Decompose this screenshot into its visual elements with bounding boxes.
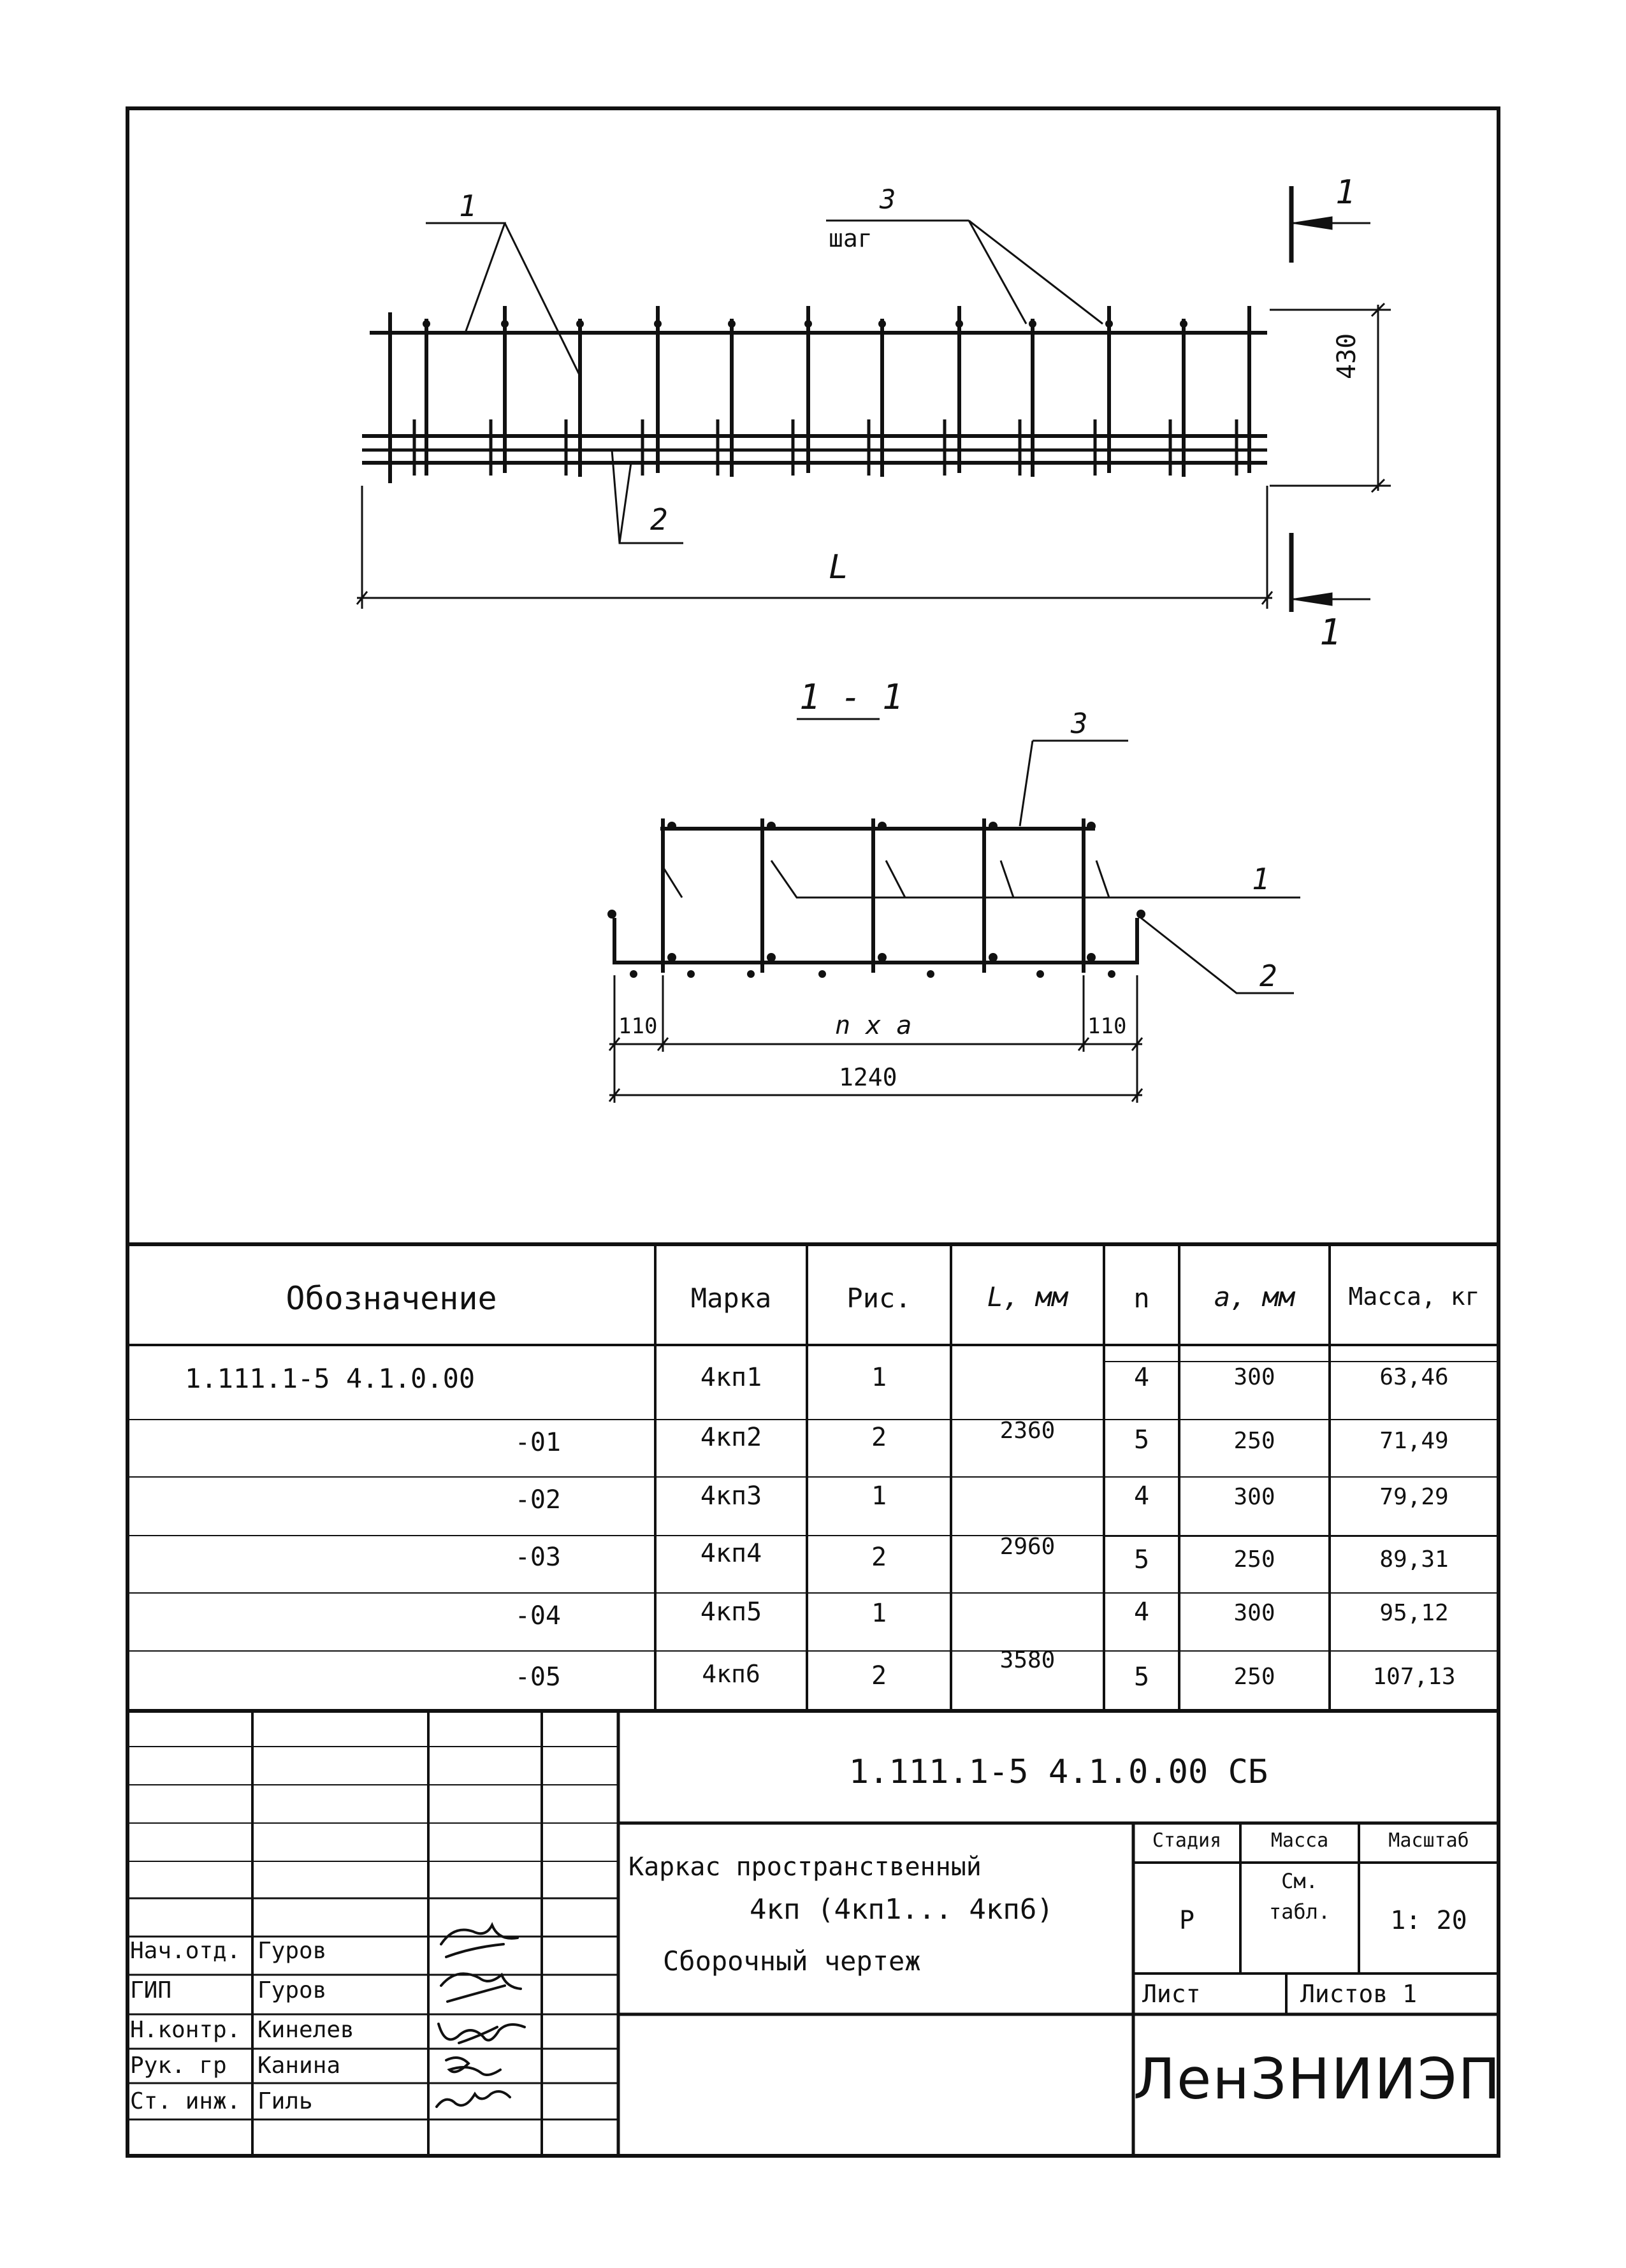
mass-label: Масса xyxy=(1270,1829,1329,1852)
signatures xyxy=(437,1925,525,2107)
row-n: 5 xyxy=(1133,1425,1150,1455)
row-mass: 63,46 xyxy=(1379,1364,1449,1390)
col-header-a: a, мм xyxy=(1214,1281,1295,1312)
drawing-name-line3: Сборочный чертеж xyxy=(663,1945,921,1977)
signature-name: Канина xyxy=(258,2053,341,2079)
drawing-name-line2: 4кп (4кп1... 4кп6) xyxy=(750,1893,1054,1926)
signature-role: Н.контр. xyxy=(130,2017,241,2043)
row-n: 4 xyxy=(1133,1597,1150,1627)
section-title: 1 - 1 xyxy=(799,677,903,717)
cut-mark-bottom: 1 xyxy=(1319,612,1341,653)
sheets-count: Листов 1 xyxy=(1300,1980,1418,2008)
row-n: 5 xyxy=(1133,1662,1150,1692)
plan-height-dim: 430 xyxy=(1332,333,1361,379)
signature-name: Кинелев xyxy=(258,2017,354,2043)
row-mark: 4кп6 xyxy=(702,1660,760,1688)
row-fig: 1 xyxy=(871,1363,887,1392)
section-callout-1: 1 xyxy=(1252,862,1270,896)
signature-role: ГИП xyxy=(130,1977,172,2003)
signature-name: Гуров xyxy=(258,1938,327,1964)
sheet-label: Лист xyxy=(1142,1980,1201,2008)
length-cell: 3580 xyxy=(999,1647,1056,1673)
row-mass: 79,29 xyxy=(1379,1484,1449,1510)
row-mark: 4кп1 xyxy=(700,1363,762,1392)
col-header-mass: Масса, кг xyxy=(1348,1283,1480,1311)
signature-role: Нач.отд. xyxy=(130,1938,241,1964)
document-code: 1.111.1-5 4.1.0.00 СБ xyxy=(848,1753,1268,1791)
col-header-mark: Марка xyxy=(690,1283,772,1314)
row-mark: 4кп2 xyxy=(700,1423,762,1452)
signature-role: Рук. гр xyxy=(130,2053,227,2079)
scale-value: 1: 20 xyxy=(1390,1906,1467,1935)
plan-pitch-label: шаг xyxy=(829,224,873,252)
row-n: 5 xyxy=(1133,1545,1150,1574)
row-fig: 1 xyxy=(871,1481,887,1511)
section-dim-mid: n x a xyxy=(835,1011,912,1040)
section-dim-left: 110 xyxy=(618,1014,658,1039)
row-mass: 71,49 xyxy=(1379,1428,1449,1454)
row-designation: -04 xyxy=(514,1601,561,1631)
row-designation: -01 xyxy=(514,1428,561,1457)
row-designation: -03 xyxy=(514,1543,561,1572)
signature-name: Гиль xyxy=(258,2088,313,2114)
length-cell: 2360 xyxy=(999,1418,1056,1444)
section-dim-right: 110 xyxy=(1087,1014,1127,1039)
stage-value: Р xyxy=(1179,1906,1195,1935)
mass-value-line2: табл. xyxy=(1268,1900,1331,1924)
row-a: 250 xyxy=(1233,1546,1275,1573)
row-mass: 89,31 xyxy=(1379,1546,1449,1573)
plan-length-label: L xyxy=(829,548,849,586)
row-n: 4 xyxy=(1133,1363,1150,1392)
row-a: 300 xyxy=(1233,1484,1275,1510)
row-designation: -05 xyxy=(514,1662,561,1692)
row-mark: 4кп3 xyxy=(700,1481,762,1511)
row-fig: 2 xyxy=(871,1423,887,1452)
section-dim-total: 1240 xyxy=(839,1063,897,1091)
plan-view xyxy=(357,186,1391,612)
row-a: 250 xyxy=(1233,1428,1275,1454)
length-cell: 2960 xyxy=(999,1534,1056,1560)
row-fig: 1 xyxy=(871,1599,887,1628)
row-mark: 4кп5 xyxy=(700,1597,762,1627)
cut-mark-top: 1 xyxy=(1335,173,1356,212)
row-designation: -02 xyxy=(514,1485,561,1515)
section-view xyxy=(607,719,1300,1103)
row-mass: 107,13 xyxy=(1372,1664,1456,1690)
row-a: 300 xyxy=(1233,1600,1275,1626)
section-callout-2: 2 xyxy=(1259,959,1277,993)
row-mark: 4кп4 xyxy=(700,1539,762,1568)
drawing-name-line1: Каркас пространственный xyxy=(628,1852,982,1882)
scale-label: Масштаб xyxy=(1388,1829,1469,1852)
row-a: 250 xyxy=(1233,1664,1275,1690)
row-fig: 2 xyxy=(871,1543,887,1572)
row-designation: 1.111.1-5 4.1.0.00 xyxy=(185,1363,475,1394)
row-n: 4 xyxy=(1133,1481,1150,1511)
col-header-length: L, мм xyxy=(987,1281,1068,1312)
row-mass: 95,12 xyxy=(1379,1600,1449,1626)
plan-callout-3: 3 xyxy=(880,184,896,215)
plan-callout-2: 2 xyxy=(650,502,668,537)
mass-value-line1: См. xyxy=(1281,1869,1318,1893)
stage-label: Стадия xyxy=(1152,1829,1222,1852)
row-fig: 2 xyxy=(871,1661,887,1690)
col-header-fig: Рис. xyxy=(846,1283,911,1314)
col-header-designation: Обозначение xyxy=(286,1280,497,1317)
signature-role: Ст. инж. xyxy=(130,2088,241,2114)
section-callout-3: 3 xyxy=(1071,708,1088,740)
signature-name: Гуров xyxy=(258,1977,327,2003)
organization-name: ЛенЗНИИЭП xyxy=(1133,2046,1502,2112)
plan-callout-1: 1 xyxy=(459,189,477,223)
col-header-n: n xyxy=(1133,1283,1150,1314)
row-a: 300 xyxy=(1233,1364,1275,1390)
